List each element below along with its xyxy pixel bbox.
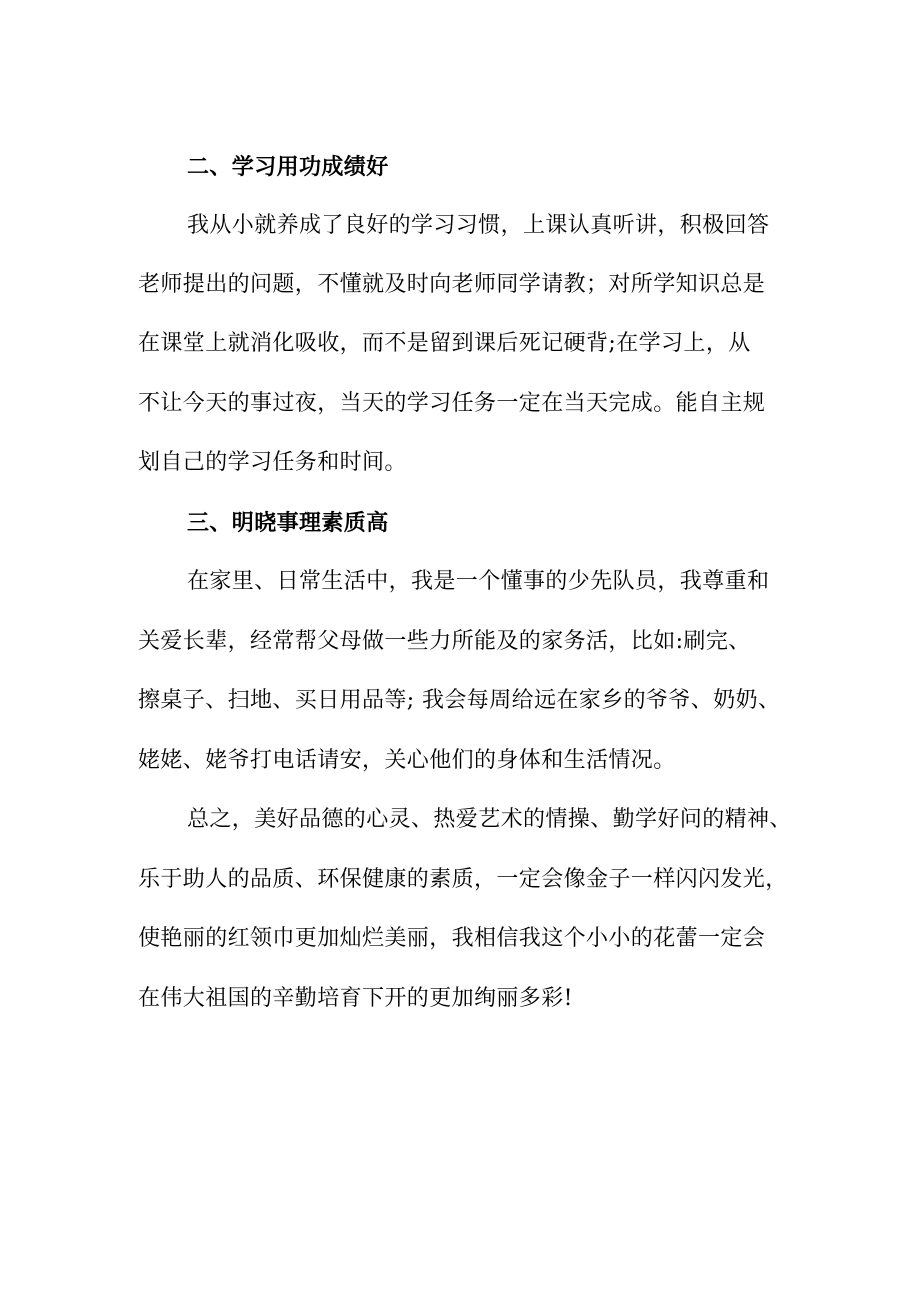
section-heading-3: 三、明晓事理素质高 [187,510,389,536]
paragraph-line: 关爱长辈，经常帮父母做一些力所能及的家务活，比如:刷完、 [138,629,751,654]
paragraph-line: 使艳丽的红领巾更加灿烂美丽，我相信我这个小小的花蕾一定会 [138,926,766,951]
paragraph-line: 擦桌子、扫地、买日用品等; 我会每周给远在家乡的爷爷、奶奶、 [138,688,781,713]
paragraph-line: 老师提出的问题，不懂就及时向老师同学请教；对所学知识总是 [138,272,766,297]
paragraph-line: 乐于助人的品质、环保健康的素质，一定会像金子一样闪闪发光， [138,867,788,892]
paragraph-line: 姥姥、姥爷打电话请安，关心他们的身体和生活情况。 [138,748,676,773]
paragraph-line: 总之，美好品德的心灵、热爱艺术的情操、勤学好问的精神、 [187,807,792,832]
paragraph-line: 在伟大祖国的辛勤培育下开的更加绚丽多彩! [138,986,573,1011]
paragraph-line: 不让今天的事过夜，当天的学习任务一定在当天完成。能自主规 [138,391,766,416]
paragraph-line: 在家里、日常生活中，我是一个懂事的少先队员，我尊重和 [187,569,770,594]
paragraph-line: 划自己的学习任务和时间。 [138,450,407,475]
paragraph-line: 在课堂上就消化吸收，而不是留到课后死记硬背;在学习上，从 [138,331,751,356]
section-heading-2: 二、学习用功成绩好 [187,154,389,180]
paragraph-line: 我从小就养成了良好的学习习惯，上课认真听讲，积极回答 [187,213,770,238]
